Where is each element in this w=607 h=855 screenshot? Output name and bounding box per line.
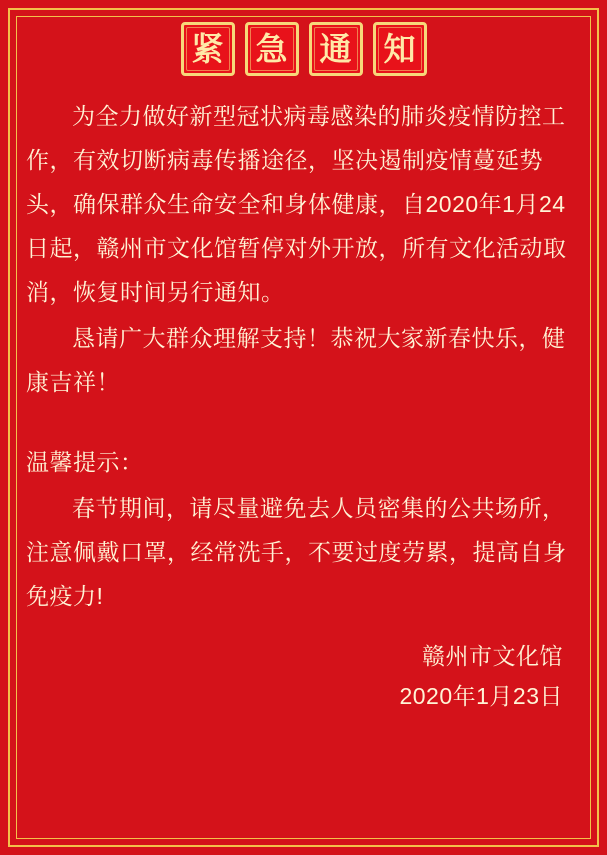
tips-text: 春节期间，请尽量避免去人员密集的公共场所，注意佩戴口罩，经常洗手，不要过度劳累，提高自身免疫力! (26, 495, 567, 609)
title-char-2: 急 (245, 22, 299, 76)
title-char-3: 通 (309, 22, 363, 76)
tips-label: 温馨提示： (26, 449, 144, 475)
signature-date: 2020年1月23日 (399, 683, 563, 709)
paragraph-appeal: 恳请广大群众理解支持！恭祝大家新春快乐，健康吉祥！ (26, 325, 566, 395)
title-char-4: 知 (373, 22, 427, 76)
signature-org: 赣州市文化馆 (422, 643, 563, 669)
poster-content (26, 14, 581, 829)
notice-body (26, 94, 581, 716)
poster-title (26, 22, 581, 76)
signature-block (26, 636, 581, 716)
section-spacer (26, 406, 581, 440)
paragraph-main: 为全力做好新型冠状病毒感染的肺炎疫情防控工作，有效切断病毒传播途径，坚决遏制疫情蔓延势头，确保群众生命安全和身体健康，自2020年1月24日起，赣州市文化馆暂停对外开放，所有文化活动取消，恢复时间另行通知。 (26, 103, 567, 305)
title-char-1: 紧 (181, 22, 235, 76)
